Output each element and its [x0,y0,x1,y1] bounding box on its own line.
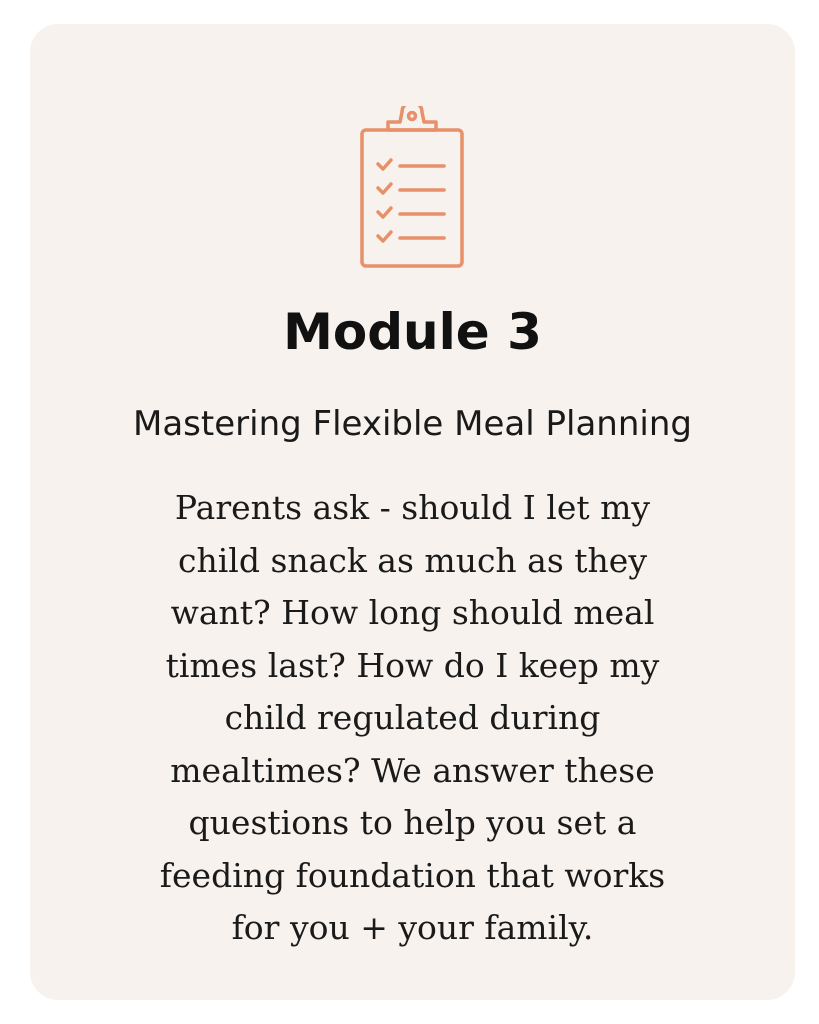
description-line: feeding foundation that works [159,855,666,895]
clipboard-checklist-icon [358,106,468,272]
description-line: questions to help you set a [188,803,637,842]
description-line: child snack as much as they [178,540,647,580]
module-card [30,24,795,1000]
description-line: Parents ask - should I let my [174,488,651,527]
description-line: child regulated during [224,698,601,737]
description-line: times last? How do I keep my [165,645,660,685]
module-description [130,482,695,955]
clipboard-icon-container [30,106,795,272]
module-title: Module 3 [283,303,542,361]
description-line: want? How long should meal [170,593,655,632]
module-subtitle: Mastering Flexible Meal Planning [133,404,692,444]
description-line: mealtimes? We answer these [170,750,655,790]
description-line: for you + your family. [231,908,594,947]
